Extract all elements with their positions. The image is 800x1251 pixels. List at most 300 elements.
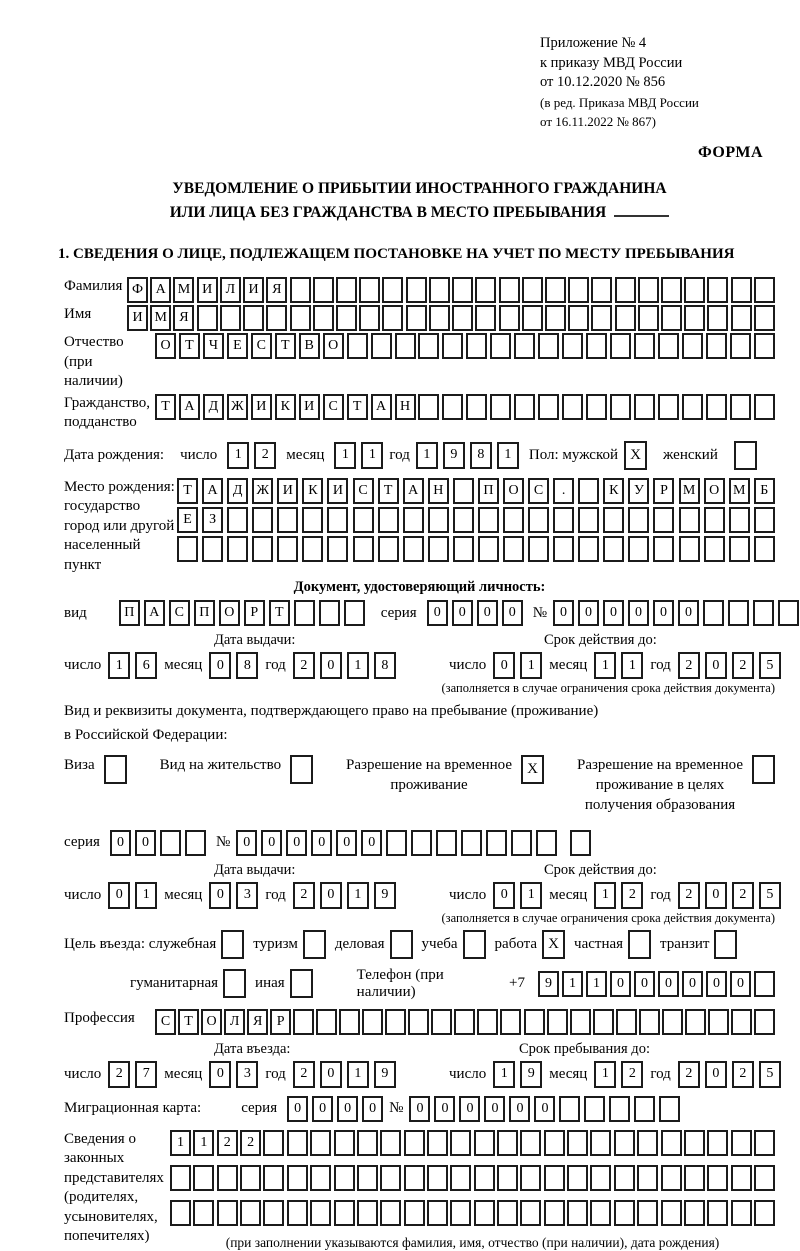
char-cell <box>634 394 655 420</box>
char-cell: 0 <box>452 600 473 626</box>
char-cell: Т <box>178 1009 199 1035</box>
char-cell: 1 <box>562 971 583 997</box>
char-cell <box>319 600 340 626</box>
char-cell <box>499 305 520 331</box>
section1-heading: 1. СВЕДЕНИЯ О ЛИЦЕ, ПОДЛЕЖАЩЕМ ПОСТАНОВКЕ НА УЧЕТ ПО МЕСТУ ПРЕБЫВАНИЯ <box>58 246 735 263</box>
phone-cells <box>538 971 775 997</box>
char-cell <box>477 1009 498 1035</box>
purpose-transit-checkbox <box>714 930 737 959</box>
residence-issue-year <box>293 882 396 909</box>
char-cell <box>263 1165 284 1191</box>
char-cell: 2 <box>732 652 754 679</box>
char-cell <box>442 394 463 420</box>
char-cell: 0 <box>409 1096 430 1122</box>
char-cell: 5 <box>759 882 781 909</box>
char-cell: 0 <box>361 830 382 856</box>
ref-amendment-line: (в ред. Приказа МВД России <box>540 94 699 110</box>
char-cell <box>685 1009 706 1035</box>
char-cell <box>160 830 181 856</box>
char-cell <box>428 536 449 562</box>
char-cell <box>294 600 315 626</box>
char-cell <box>252 507 273 533</box>
char-cell: Я <box>266 277 287 303</box>
char-cell <box>227 507 248 533</box>
purpose-study-label: учеба <box>421 935 458 952</box>
char-cell: Б <box>754 478 775 504</box>
day-label: число <box>64 886 102 903</box>
char-cell: 0 <box>493 652 515 679</box>
residence-issue-month <box>209 882 258 909</box>
year-label: год <box>265 1065 286 1082</box>
char-cell: Ж <box>252 478 273 504</box>
char-cell: Я <box>173 305 194 331</box>
char-cell <box>310 1165 331 1191</box>
char-cell <box>263 1130 284 1156</box>
purpose-other-option <box>255 969 313 998</box>
month-label: месяц <box>286 446 325 463</box>
char-cell: 8 <box>374 652 396 679</box>
year-label: год <box>650 1065 671 1082</box>
purpose-commercial-option <box>335 930 413 959</box>
char-cell: 0 <box>337 1096 358 1122</box>
identity-doc-row <box>64 600 775 626</box>
char-cell <box>357 1165 378 1191</box>
char-cell: 1 <box>135 882 157 909</box>
char-cell <box>442 333 463 359</box>
migration-number-label: № <box>389 1100 404 1117</box>
char-cell <box>500 1009 521 1035</box>
char-cell <box>185 830 206 856</box>
identity-issue-year <box>293 652 396 679</box>
char-cell: . <box>553 478 574 504</box>
char-cell: 2 <box>293 1061 315 1088</box>
char-cell <box>586 394 607 420</box>
char-cell <box>452 277 473 303</box>
char-cell <box>427 1200 448 1226</box>
char-cell <box>707 1165 728 1191</box>
char-cell <box>679 507 700 533</box>
char-cell <box>427 1130 448 1156</box>
char-cell <box>466 394 487 420</box>
purpose-tourism-label: туризм <box>253 935 298 952</box>
char-cell <box>503 536 524 562</box>
char-cell <box>538 394 559 420</box>
char-cell <box>538 333 559 359</box>
residence-valid-heading: Срок действия до: <box>544 861 657 878</box>
char-cell <box>452 305 473 331</box>
char-cell <box>408 1009 429 1035</box>
char-cell <box>474 1130 495 1156</box>
char-cell <box>403 507 424 533</box>
char-cell: 1 <box>227 442 249 469</box>
char-cell <box>287 1200 308 1226</box>
identity-doc-heading: Документ, удостоверяющий личность: <box>293 579 546 596</box>
birth-year-cells <box>416 442 519 469</box>
ref-amendment-line: от 16.11.2022 № 867) <box>540 113 657 129</box>
char-cell: А <box>202 478 223 504</box>
char-cell: И <box>127 305 148 331</box>
char-cell <box>679 536 700 562</box>
char-cell: Р <box>244 600 265 626</box>
char-cell: П <box>478 478 499 504</box>
day-label: число <box>449 1065 487 1082</box>
char-cell <box>371 333 392 359</box>
char-cell: 2 <box>293 652 315 679</box>
char-cell <box>427 1165 448 1191</box>
char-cell: Я <box>247 1009 268 1035</box>
char-cell <box>290 277 311 303</box>
char-cell: 0 <box>108 882 130 909</box>
char-cell: 1 <box>416 442 438 469</box>
char-cell <box>475 277 496 303</box>
char-cell <box>357 1130 378 1156</box>
purpose-row-1 <box>64 930 775 959</box>
char-cell: Ч <box>203 333 224 359</box>
char-cell <box>353 536 374 562</box>
char-cell: 0 <box>110 830 131 856</box>
purpose-tourism-option <box>253 930 326 959</box>
char-cell <box>544 1200 565 1226</box>
char-cell: 2 <box>254 442 276 469</box>
char-cell: 0 <box>705 1061 727 1088</box>
day-label: число <box>180 446 218 463</box>
char-cell: 1 <box>497 442 519 469</box>
residence-issue-day <box>108 882 157 909</box>
char-cell: 1 <box>347 652 369 679</box>
char-cell: 0 <box>320 1061 342 1088</box>
char-cell: Р <box>270 1009 291 1035</box>
char-cell: 2 <box>240 1130 261 1156</box>
char-cell <box>544 1165 565 1191</box>
char-cell <box>406 277 427 303</box>
char-cell: 0 <box>336 830 357 856</box>
char-cell <box>310 1130 331 1156</box>
name-row <box>64 305 775 331</box>
form-title-line1: УВЕДОМЛЕНИЕ О ПРИБЫТИИ ИНОСТРАННОГО ГРАЖДАНИНА <box>172 180 667 198</box>
char-cell <box>754 1009 775 1035</box>
char-cell: С <box>323 394 344 420</box>
char-cell: 1 <box>621 652 643 679</box>
name-cells <box>127 305 775 331</box>
char-cell <box>610 333 631 359</box>
char-cell <box>353 507 374 533</box>
identity-validity-note: (заполняется в случае ограничения срока действия документа) <box>441 681 775 696</box>
profession-cells <box>155 1009 775 1035</box>
char-cell: 1 <box>334 442 356 469</box>
char-cell: 0 <box>427 600 448 626</box>
char-cell: Т <box>378 478 399 504</box>
char-cell <box>302 536 323 562</box>
char-cell <box>559 1096 580 1122</box>
char-cell <box>344 600 365 626</box>
char-cell <box>544 1130 565 1156</box>
char-cell <box>528 536 549 562</box>
char-cell: 0 <box>705 882 727 909</box>
char-cell <box>395 333 416 359</box>
birth-place-label: Место рождения: государство город или другой населенный пункт <box>64 478 175 573</box>
residence-valid-month <box>594 882 643 909</box>
char-cell <box>336 305 357 331</box>
entry-date-block <box>64 1041 449 1088</box>
char-cell: У <box>628 478 649 504</box>
profession-row <box>64 1009 775 1035</box>
residence-permit-label: Вид на жительство <box>159 756 282 773</box>
char-cell: О <box>155 333 176 359</box>
purpose-transit-label: транзит <box>660 935 710 952</box>
char-cell: Ж <box>227 394 248 420</box>
char-cell <box>754 333 775 359</box>
visa-checkbox <box>104 755 127 784</box>
identity-issue-month <box>209 652 258 679</box>
char-cell: 0 <box>362 1096 383 1122</box>
year-label: год <box>265 886 286 903</box>
char-cell: 9 <box>374 1061 396 1088</box>
char-cell <box>614 1130 635 1156</box>
char-cell: 1 <box>493 1061 515 1088</box>
char-cell <box>609 1096 630 1122</box>
purpose-humanitarian-label: гуманитарная <box>130 975 219 992</box>
char-cell <box>327 536 348 562</box>
representatives-row <box>64 1130 775 1251</box>
char-cell: 0 <box>477 600 498 626</box>
char-cell: 0 <box>484 1096 505 1122</box>
temp-residence-permit-checkbox: X <box>521 755 544 784</box>
temp-residence-permit-option <box>346 755 544 796</box>
entry-day <box>108 1061 157 1088</box>
char-cell: С <box>251 333 272 359</box>
char-cell: 0 <box>261 830 282 856</box>
char-cell: О <box>503 478 524 504</box>
char-cell: 1 <box>586 971 607 997</box>
residence-doc-series-row <box>64 830 775 856</box>
identity-kind-cells <box>119 600 365 626</box>
char-cell <box>610 394 631 420</box>
sex-male-label: Пол: мужской <box>528 446 619 463</box>
surname-label: Фамилия <box>64 278 123 295</box>
char-cell <box>567 1200 588 1226</box>
patronymic-label: Отчество (при наличии) <box>64 334 124 390</box>
char-cell <box>658 333 679 359</box>
char-cell: 0 <box>634 971 655 997</box>
char-cell: 0 <box>578 600 599 626</box>
char-cell <box>684 277 705 303</box>
char-cell <box>638 305 659 331</box>
char-cell: 1 <box>361 442 383 469</box>
residence-dates <box>64 862 775 909</box>
char-cell <box>706 394 727 420</box>
char-cell <box>380 1165 401 1191</box>
char-cell <box>615 305 636 331</box>
char-cell <box>661 277 682 303</box>
char-cell: З <box>202 507 223 533</box>
char-cell <box>478 507 499 533</box>
char-cell <box>287 1130 308 1156</box>
char-cell: 0 <box>628 600 649 626</box>
migration-card-label: Миграционная карта: <box>64 1100 202 1117</box>
char-cell <box>614 1200 635 1226</box>
char-cell <box>528 507 549 533</box>
purpose-work-label: работа <box>494 935 538 952</box>
char-cell <box>177 536 198 562</box>
char-cell <box>520 1165 541 1191</box>
birth-place-cell-rows <box>177 478 775 562</box>
char-cell <box>277 536 298 562</box>
form-label: ФОРМА <box>697 144 763 162</box>
month-label: месяц <box>549 886 588 903</box>
char-cell <box>704 536 725 562</box>
char-cell <box>359 277 380 303</box>
char-cell: 2 <box>293 882 315 909</box>
char-cell <box>497 1130 518 1156</box>
char-cell: П <box>194 600 215 626</box>
identity-series-label: серия <box>380 604 417 621</box>
identity-valid-date <box>449 652 781 679</box>
sex-male-checkbox: X <box>624 441 647 470</box>
identity-issue-block <box>64 632 449 679</box>
char-cell <box>661 305 682 331</box>
char-cell <box>754 305 775 331</box>
char-cell: 0 <box>209 652 231 679</box>
char-cell <box>313 277 334 303</box>
header-reference-block <box>540 34 775 130</box>
residence-series-label: серия <box>64 834 100 851</box>
char-cell: 1 <box>594 652 616 679</box>
char-cell: Е <box>227 333 248 359</box>
purpose-tourism-checkbox <box>303 930 326 959</box>
char-cell <box>684 1200 705 1226</box>
ref-line: к приказу МВД России <box>540 54 683 71</box>
char-cell <box>339 1009 360 1035</box>
identity-number-cells <box>553 600 800 626</box>
char-cell <box>603 507 624 533</box>
char-cell: Т <box>347 394 368 420</box>
char-cell <box>753 600 774 626</box>
char-cell <box>334 1165 355 1191</box>
char-cell <box>578 536 599 562</box>
char-cell <box>707 277 728 303</box>
char-cell: С <box>155 1009 176 1035</box>
char-cell <box>591 305 612 331</box>
char-cell: 0 <box>553 600 574 626</box>
char-cell <box>547 1009 568 1035</box>
char-cell: К <box>302 478 323 504</box>
char-cell: Д <box>203 394 224 420</box>
char-cell: 6 <box>135 652 157 679</box>
char-cell <box>707 305 728 331</box>
char-cell: 1 <box>193 1130 214 1156</box>
char-cell: 0 <box>135 830 156 856</box>
char-cell <box>453 507 474 533</box>
char-cell <box>499 277 520 303</box>
name-label: Имя <box>64 306 92 323</box>
residence-issue-block <box>64 862 449 909</box>
char-cell: 0 <box>493 882 515 909</box>
citizenship-row <box>64 394 775 433</box>
char-cell <box>240 1200 261 1226</box>
char-cell <box>634 1096 655 1122</box>
purpose-private-option <box>574 930 651 959</box>
char-cell <box>704 507 725 533</box>
char-cell: А <box>403 478 424 504</box>
char-cell <box>628 507 649 533</box>
char-cell: 2 <box>678 652 700 679</box>
temp-residence-permit-label: Разрешение на временное проживание <box>346 756 513 794</box>
char-cell <box>382 277 403 303</box>
char-cell <box>568 305 589 331</box>
char-cell <box>522 277 543 303</box>
char-cell <box>731 1165 752 1191</box>
char-cell <box>586 333 607 359</box>
char-cell <box>450 1165 471 1191</box>
entry-date <box>64 1061 449 1088</box>
visa-label: Виза <box>64 756 95 773</box>
char-cell <box>386 830 407 856</box>
char-cell: 0 <box>653 600 674 626</box>
purpose-transit-option <box>660 930 737 959</box>
char-cell <box>567 1130 588 1156</box>
char-cell <box>661 1165 682 1191</box>
char-cell: 2 <box>732 1061 754 1088</box>
char-cell <box>562 394 583 420</box>
identity-valid-day <box>493 652 542 679</box>
char-cell <box>661 1200 682 1226</box>
phone-label: Телефон (при наличии) <box>356 966 444 1000</box>
birth-day-cells <box>227 442 276 469</box>
char-cell: 1 <box>170 1130 191 1156</box>
char-cell <box>578 478 599 504</box>
char-cell <box>429 305 450 331</box>
representatives-cells-1 <box>170 1130 775 1156</box>
entry-year <box>293 1061 396 1088</box>
char-cell <box>220 305 241 331</box>
char-cell <box>327 507 348 533</box>
char-cell: 1 <box>108 652 130 679</box>
char-cell: И <box>251 394 272 420</box>
char-cell: 0 <box>502 600 523 626</box>
identity-valid-month <box>594 652 643 679</box>
entry-date-heading: Дата въезда: <box>214 1040 291 1057</box>
surname-row <box>64 277 775 303</box>
char-cell <box>243 305 264 331</box>
residence-number-cells <box>236 830 591 856</box>
identity-series-cells <box>427 600 523 626</box>
birth-place-cells-3 <box>177 536 775 562</box>
char-cell <box>553 536 574 562</box>
char-cell <box>378 536 399 562</box>
representatives-label: Сведения о законных представителях (родителях, усыновителях, попечителях) <box>64 1130 164 1245</box>
char-cell: А <box>150 277 171 303</box>
char-cell <box>404 1200 425 1226</box>
char-cell <box>615 277 636 303</box>
identity-valid-year <box>678 652 781 679</box>
char-cell: 9 <box>443 442 465 469</box>
char-cell: И <box>243 277 264 303</box>
char-cell <box>731 1130 752 1156</box>
char-cell <box>313 305 334 331</box>
char-cell <box>497 1200 518 1226</box>
char-cell <box>385 1009 406 1035</box>
patronymic-row <box>64 333 775 392</box>
sex-female-checkbox <box>734 441 757 470</box>
day-label: число <box>64 1065 102 1082</box>
char-cell <box>466 333 487 359</box>
char-cell <box>637 1200 658 1226</box>
char-cell <box>193 1165 214 1191</box>
char-cell <box>334 1130 355 1156</box>
char-cell <box>453 478 474 504</box>
char-cell <box>590 1200 611 1226</box>
char-cell <box>252 536 273 562</box>
